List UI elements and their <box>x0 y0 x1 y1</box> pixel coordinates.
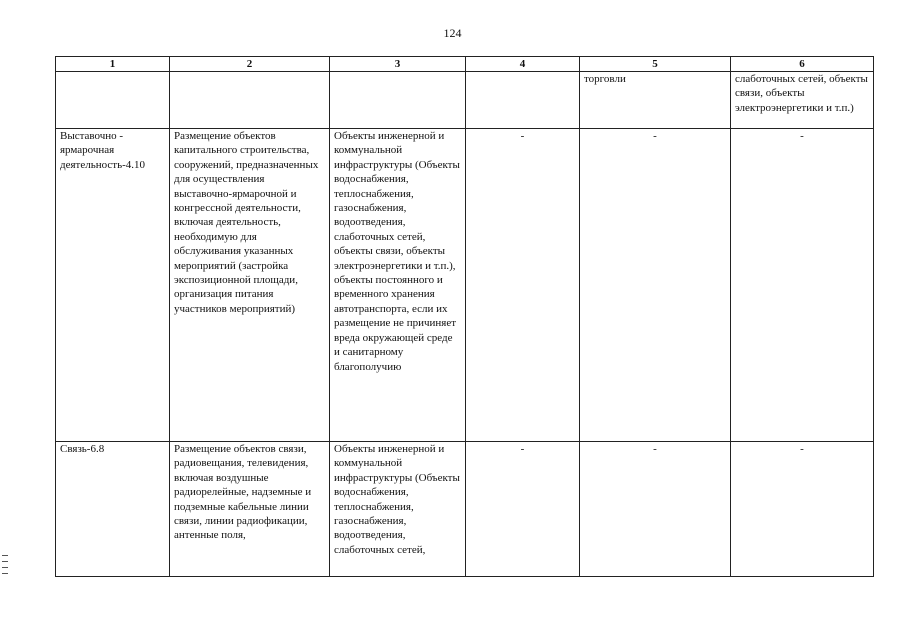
cell-col4: - <box>466 442 580 577</box>
table-row <box>56 72 874 129</box>
margin-mark <box>2 573 8 578</box>
page-number: 124 <box>443 26 462 40</box>
header-row <box>56 57 874 72</box>
col-header-6: 6 <box>731 57 874 72</box>
table-row <box>56 442 874 577</box>
cell-col5: - <box>580 129 731 442</box>
margin-mark <box>2 561 8 566</box>
cell-col6: слаботочных сетей, объекты связи, объекты электроэнергетики и т.п.) <box>731 72 874 129</box>
cell-land-use: Выставочно - ярмарочная деятельность-4.10 <box>56 129 170 442</box>
cell-col5: - <box>580 442 731 577</box>
cell-col4: - <box>466 129 580 442</box>
cell-permitted-objects <box>330 72 466 129</box>
col-header-1: 1 <box>56 57 170 72</box>
cell-land-use: Связь-6.8 <box>56 442 170 577</box>
cell-col4 <box>466 72 580 129</box>
cell-description: Размещение объектов капитального строительства, сооружений, предназначенных для осуществления выставочно-ярмарочной и конгрессной деятельности, включая деятельность, необходимую для обслуживания указанных мероприятий (застройка экспозиционной площади, организация питания участников мероприятий) <box>170 129 330 442</box>
cell-permitted-objects: Объекты инженерной и коммунальной инфраструктуры (Объекты водоснабжения, теплоснабжения, газоснабжения, водоотведения, слаботочных сетей, <box>330 442 466 577</box>
col-header-4: 4 <box>466 57 580 72</box>
cell-permitted-objects: Объекты инженерной и коммунальной инфраструктуры (Объекты водоснабжения, теплоснабжения, газоснабжения, водоотведения, слаботочных сетей, объекты связи, объекты электроэнергетики и т.п.), объекты постоянного и временного хранения автотранспорта, если их размещение не причиняет вреда окружающей среде и санитарному благополучию <box>330 129 466 442</box>
cell-description <box>170 72 330 129</box>
cell-description: Размещение объектов связи, радиовещания, телевидения, включая воздушные радиорелейные, надземные и подземные кабельные линии связи, линии радиофикации, антенные поля, <box>170 442 330 577</box>
cell-col5: торговли <box>580 72 731 129</box>
margin-mark <box>2 567 8 572</box>
cell-land-use <box>56 72 170 129</box>
cell-col6: - <box>731 442 874 577</box>
margin-mark <box>2 555 8 560</box>
col-header-5: 5 <box>580 57 731 72</box>
regulations-table <box>55 56 874 577</box>
col-header-2: 2 <box>170 57 330 72</box>
col-header-3: 3 <box>330 57 466 72</box>
table-row <box>56 129 874 442</box>
scan-margin-marks <box>2 555 8 583</box>
cell-col6: - <box>731 129 874 442</box>
